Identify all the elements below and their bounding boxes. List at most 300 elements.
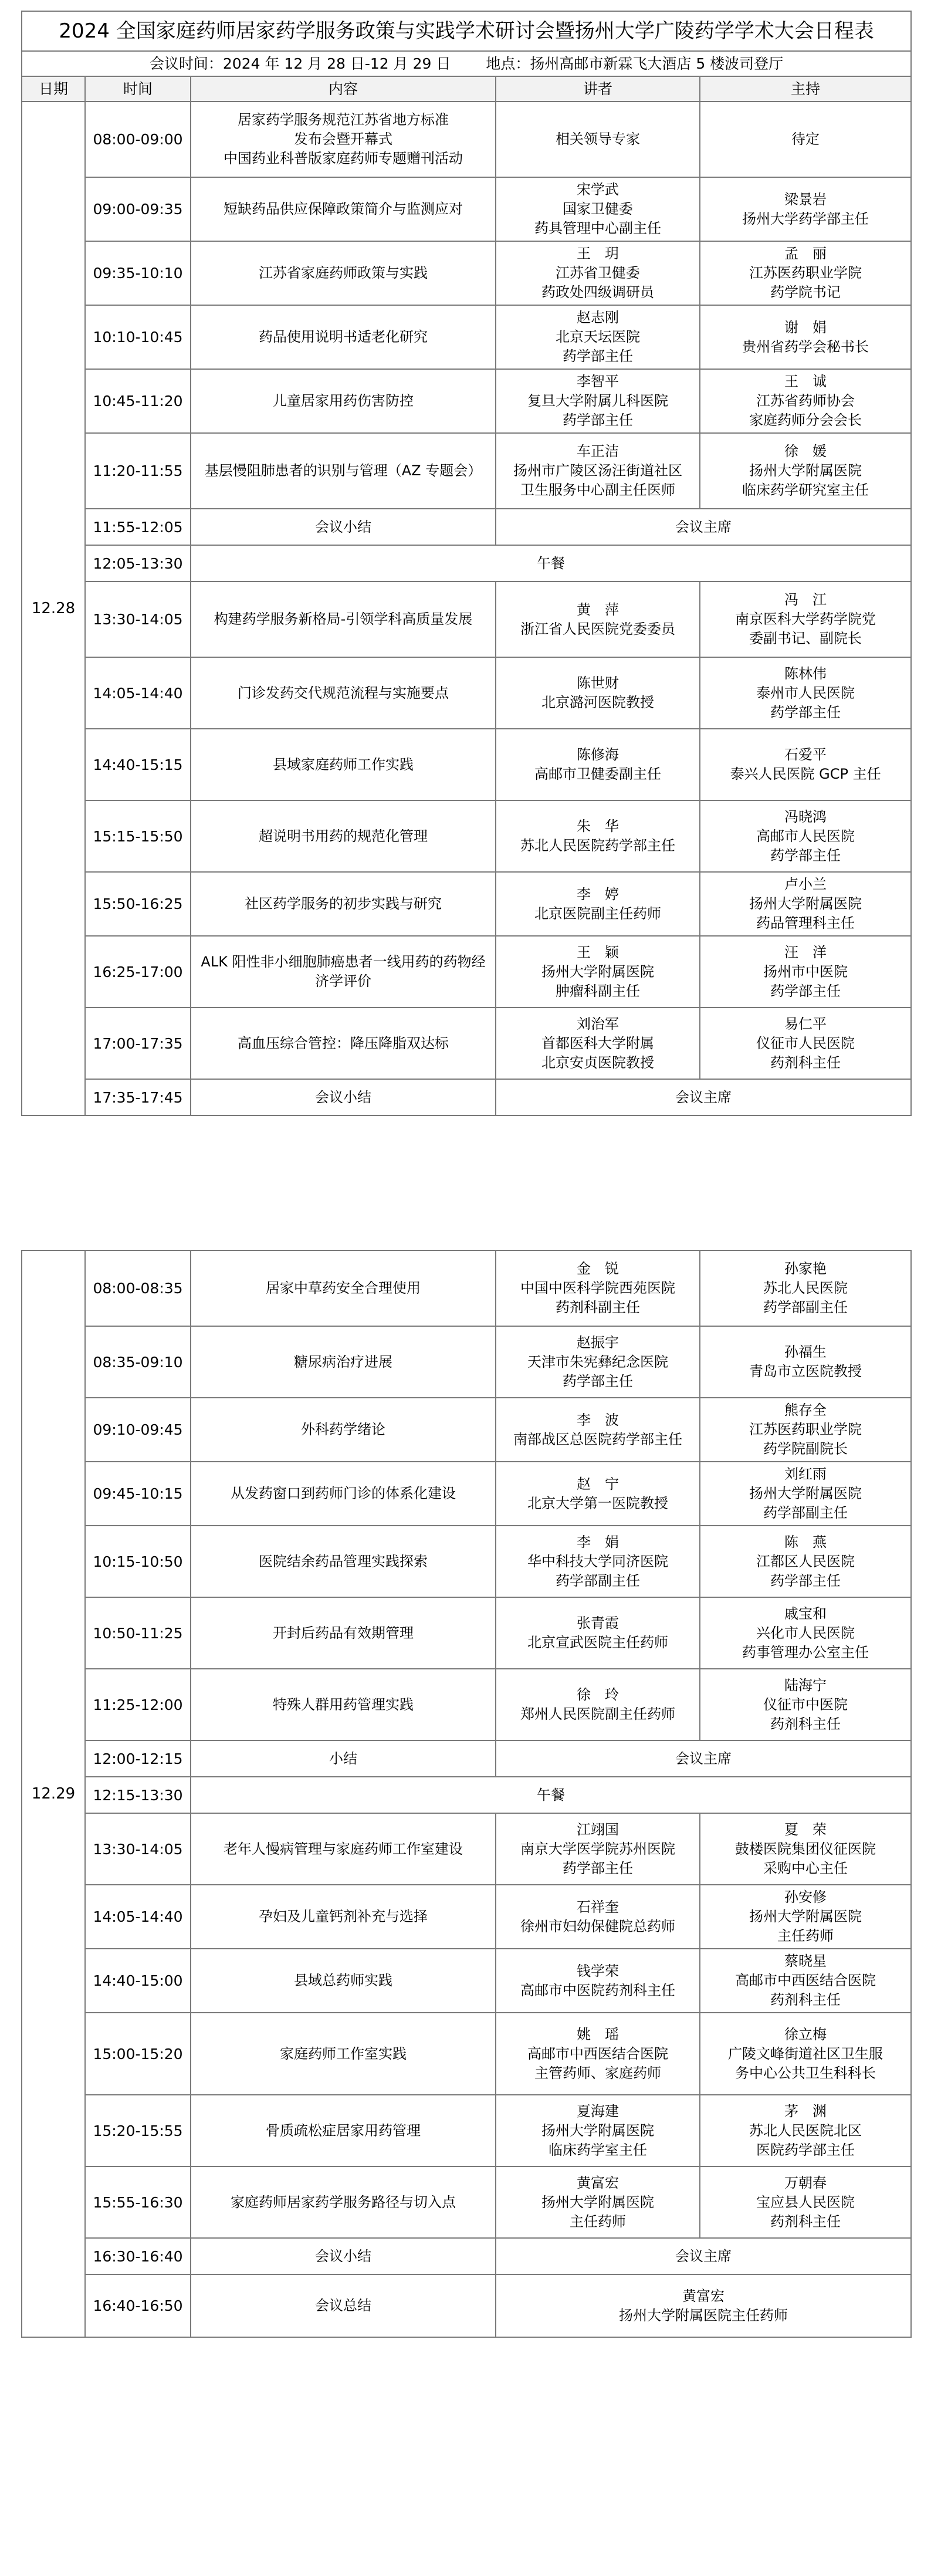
time-cell: 10:45-11:20 [85, 369, 191, 433]
time-cell: 08:35-09:10 [85, 1326, 191, 1398]
host-cell-line: 仪征市人民医院 [756, 1035, 855, 1052]
schedule-row [22, 1250, 911, 1326]
speaker-cell-line: 华中科技大学同济医院 [527, 1553, 668, 1570]
host-cell [700, 657, 911, 729]
speaker-cell-line: 北京潞河医院教授 [541, 694, 654, 711]
speaker-cell [496, 2095, 700, 2166]
host-cell [700, 433, 911, 509]
host-cell-line: 务中心公共卫生科科长 [735, 2064, 876, 2081]
time-cell: 09:35-10:10 [85, 241, 191, 305]
speaker-cell-line: 李 波 [577, 1411, 619, 1428]
schedule-row [22, 729, 911, 800]
time-cell: 10:10-10:45 [85, 305, 191, 369]
content-cell: 骨质疏松症居家用药管理 [191, 2095, 496, 2166]
speaker-cell-line: 肿瘤科副主任 [556, 982, 640, 999]
host-cell-line: 徐 媛 [784, 443, 827, 459]
host-cell [700, 729, 911, 800]
schedule-row [22, 2095, 911, 2166]
host-cell [700, 177, 911, 241]
content-cell: 开封后药品有效期管理 [191, 1597, 496, 1669]
time-cell: 16:30-16:40 [85, 2238, 191, 2274]
host-cell: 待定 [700, 102, 911, 177]
time-cell: 15:00-15:20 [85, 2013, 191, 2095]
speaker-cell-line: 钱学荣 [577, 1962, 619, 1979]
host-cell-line: 苏北人民医院 [763, 1280, 848, 1296]
speaker-cell-line: 刘治军 [577, 1015, 619, 1032]
speaker-cell-line: 扬州市广陵区汤汪街道社区 [513, 462, 682, 479]
host-cell-line: 谢 娟 [784, 319, 827, 336]
speaker-cell [496, 1885, 700, 1949]
speaker-cell-line: 姚 瑶 [577, 2026, 619, 2043]
host-cell-line: 药事管理办公室主任 [742, 1644, 869, 1661]
speaker-cell-line: 车正洁 [577, 443, 619, 459]
time-cell: 08:00-08:35 [85, 1250, 191, 1326]
schedule-row [22, 241, 911, 305]
host-cell-line: 扬州大学附属医院 [749, 1908, 862, 1925]
speaker-cell-line: 李 娟 [577, 1533, 619, 1550]
speaker-cell-line: 江翊国 [577, 1821, 619, 1838]
time-cell: 12:05-13:30 [85, 545, 191, 582]
speaker-cell-line: 北京安贞医院教授 [541, 1054, 654, 1071]
schedule-row [22, 2013, 911, 2095]
schedule-row [22, 2274, 911, 2337]
speaker-cell-line: 北京大学第一医院教授 [527, 1495, 668, 1512]
host-cell-line: 药品管理科主任 [756, 915, 855, 931]
speaker-cell [496, 800, 700, 872]
speaker-cell [496, 657, 700, 729]
speaker-cell [496, 1398, 700, 1462]
content-cell-line: 发布会暨开幕式 [294, 131, 392, 147]
host-cell-line: 刘红雨 [784, 1466, 827, 1482]
speaker-cell [496, 1669, 700, 1740]
host-cell-line: 采购中心主任 [763, 1860, 848, 1877]
host-cell-line: 王 诚 [784, 373, 827, 390]
content-cell: 超说明书用药的规范化管理 [191, 800, 496, 872]
host-cell-line: 汪 洋 [784, 944, 827, 961]
content-cell: 家庭药师工作室实践 [191, 2013, 496, 2095]
speaker-cell: 会议主席 [496, 509, 911, 545]
time-cell: 17:35-17:45 [85, 1079, 191, 1115]
host-cell-line: 梁景岩 [784, 191, 827, 208]
schedule-row [22, 1079, 911, 1115]
schedule-row [22, 545, 911, 582]
host-cell-line: 兴化市人民医院 [756, 1624, 855, 1641]
col-content: 内容 [191, 76, 496, 102]
content-cell: 社区药学服务的初步实践与研究 [191, 872, 496, 936]
speaker-cell: 会议主席 [496, 2238, 911, 2274]
schedule-row [22, 1813, 911, 1885]
schedule-row [22, 2166, 911, 2238]
host-cell [700, 1597, 911, 1669]
date-cell: 12.29 [22, 1250, 85, 2337]
schedule-row [22, 177, 911, 241]
host-cell [700, 1949, 911, 2013]
content-cell: 家庭药师居家药学服务路径与切入点 [191, 2166, 496, 2238]
schedule-row [22, 102, 911, 177]
speaker-cell-line: 苏北人民医院药学部主任 [520, 837, 675, 854]
host-cell-line: 扬州大学附属医院 [749, 1485, 862, 1502]
speaker-cell-line: 李 婷 [577, 885, 619, 902]
content-cell: 县域总药师实践 [191, 1949, 496, 2013]
speaker-cell: 会议主席 [496, 1740, 911, 1777]
schedule-row [22, 872, 911, 936]
speaker-cell-line: 高邮市中医院药剂科主任 [520, 1982, 675, 1999]
speaker-cell [496, 433, 700, 509]
host-cell [700, 1813, 911, 1885]
content-cell [191, 102, 496, 177]
host-cell-line: 苏北人民医院北区 [749, 2122, 862, 2139]
time-cell: 15:15-15:50 [85, 800, 191, 872]
host-cell [700, 2095, 911, 2166]
host-cell-line: 陈林伟 [784, 665, 827, 682]
time-cell: 14:05-14:40 [85, 1885, 191, 1949]
host-cell [700, 1462, 911, 1526]
page-gap [0, 1222, 931, 1245]
time-cell: 14:40-15:15 [85, 729, 191, 800]
host-cell [700, 1398, 911, 1462]
host-cell-line: 药剂科主任 [770, 1054, 841, 1071]
host-cell-line: 药学部副主任 [763, 1299, 848, 1316]
host-cell-line: 药学部副主任 [763, 1505, 848, 1521]
host-cell [700, 1526, 911, 1597]
schedule-row [22, 1326, 911, 1398]
speaker-cell [496, 1462, 700, 1526]
col-time: 时间 [85, 76, 191, 102]
content-cell: 医院结余药品管理实践探索 [191, 1526, 496, 1597]
content-cell: 药品使用说明书适老化研究 [191, 305, 496, 369]
host-cell-line: 冯 江 [784, 591, 827, 608]
host-cell-line: 家庭药师分会会长 [749, 412, 862, 428]
content-cell: 短缺药品供应保障政策简介与监测应对 [191, 177, 496, 241]
host-cell-line: 药学部主任 [770, 847, 841, 864]
schedule-table-day1 [21, 11, 912, 1116]
content-cell: 老年人慢病管理与家庭药师工作室建设 [191, 1813, 496, 1885]
speaker-cell-line: 药学部主任 [563, 1372, 633, 1390]
page-title: 2024 全国家庭药师居家药学服务政策与实践学术研讨会暨扬州大学广陵药学学术大会日程表 [22, 11, 911, 51]
schedule-row [22, 1777, 911, 1813]
speaker-cell-line: 徐 玲 [577, 1686, 619, 1703]
time-cell: 13:30-14:05 [85, 1813, 191, 1885]
speaker-cell-line: 赵志刚 [577, 309, 619, 326]
content-cell: 县域家庭药师工作实践 [191, 729, 496, 800]
meeting-info [22, 51, 911, 76]
host-cell-line: 冯晓鸿 [784, 808, 827, 825]
schedule-row [22, 582, 911, 657]
speaker-cell [496, 305, 700, 369]
time-cell: 09:45-10:15 [85, 1462, 191, 1526]
content-cell: 高血压综合管控：降压降脂双达标 [191, 1008, 496, 1079]
speaker-cell-line: 朱 华 [577, 818, 619, 834]
time-cell: 17:00-17:35 [85, 1008, 191, 1079]
host-cell [700, 1885, 911, 1949]
speaker-cell-line: 黄富宏 [577, 2174, 619, 2191]
host-cell-line: 药剂科主任 [770, 1992, 841, 2008]
speaker-cell-line: 首都医科大学附属 [541, 1035, 654, 1052]
host-cell-line: 青岛市立医院教授 [749, 1363, 862, 1380]
host-cell-line: 陈 燕 [784, 1533, 827, 1550]
speaker-cell-line: 主管药师、家庭药师 [534, 2064, 661, 2081]
time-cell: 16:40-16:50 [85, 2274, 191, 2337]
content-cell: 会议小结 [191, 1079, 496, 1115]
speaker-cell [496, 872, 700, 936]
speaker-cell: 相关领导专家 [496, 102, 700, 177]
host-cell-line: 江都区人民医院 [756, 1553, 855, 1570]
speaker-cell-line: 陈世财 [577, 675, 619, 691]
col-date: 日期 [22, 76, 85, 102]
speaker-cell-line: 张青霞 [577, 1615, 619, 1631]
time-cell: 14:05-14:40 [85, 657, 191, 729]
host-cell [700, 1008, 911, 1079]
host-cell-line: 陆海宁 [784, 1676, 827, 1693]
speaker-cell-line: 郑州人民医院副主任药师 [520, 1706, 675, 1722]
content-cell: 居家中草药安全合理使用 [191, 1250, 496, 1326]
host-cell-line: 孟 丽 [784, 245, 827, 262]
host-cell-line: 高邮市中西医结合医院 [735, 1972, 876, 1989]
host-cell-line: 药学部主任 [770, 704, 841, 721]
time-cell: 12:15-13:30 [85, 1777, 191, 1813]
host-cell [700, 305, 911, 369]
time-cell: 15:20-15:55 [85, 2095, 191, 2166]
host-cell [700, 369, 911, 433]
speaker-cell-line: 扬州大学附属医院主任药师 [619, 2307, 788, 2324]
host-cell-line: 医院药学部主任 [756, 2141, 855, 2158]
time-cell: 08:00-09:00 [85, 102, 191, 177]
schedule-row [22, 369, 911, 433]
speaker-cell-line: 王 玥 [577, 245, 619, 262]
speaker-cell-line: 卫生服务中心副主任医师 [520, 482, 675, 498]
speaker-cell-line: 北京宣武医院主任药师 [527, 1634, 668, 1651]
host-cell-line: 泰州市人民医院 [756, 684, 855, 701]
speaker-cell-line: 国家卫健委 [563, 201, 633, 217]
time-cell: 10:15-10:50 [85, 1526, 191, 1597]
schedule-row [22, 1008, 911, 1079]
host-cell-line: 药剂科主任 [770, 1715, 841, 1732]
speaker-cell-line: 黄富宏 [682, 2287, 725, 2304]
schedule-row [22, 1885, 911, 1949]
host-cell-line: 仪征市中医院 [763, 1696, 848, 1713]
speaker-cell-line: 药学部主任 [563, 412, 633, 428]
speaker-cell-line: 北京天坛医院 [556, 329, 640, 345]
schedule-row [22, 1526, 911, 1597]
time-cell: 15:55-16:30 [85, 2166, 191, 2238]
host-cell-line: 扬州市中医院 [763, 963, 848, 980]
content-cell: 儿童居家用药伤害防控 [191, 369, 496, 433]
host-cell-line: 江苏医药职业学院 [749, 1421, 862, 1438]
schedule-row [22, 305, 911, 369]
speaker-cell [496, 2013, 700, 2095]
time-cell: 09:00-09:35 [85, 177, 191, 241]
speaker-cell [496, 1008, 700, 1079]
host-cell-line: 石爱平 [784, 746, 827, 763]
host-cell-line: 易仁平 [784, 1015, 827, 1032]
time-cell: 11:55-12:05 [85, 509, 191, 545]
host-cell-line: 广陵文峰街道社区卫生服 [728, 2045, 883, 2062]
speaker-cell-line: 夏海建 [577, 2102, 619, 2119]
host-cell-line: 卢小兰 [784, 876, 827, 893]
host-cell-line: 江苏医药职业学院 [749, 265, 862, 281]
host-cell-line: 茅 渊 [784, 2102, 827, 2119]
content-cell: ALK 阳性非小细胞肺癌患者一线用药的药物经济学评价 [191, 936, 496, 1008]
speaker-cell [496, 2166, 700, 2238]
host-cell [700, 872, 911, 936]
speaker-cell [496, 1326, 700, 1398]
speaker-cell-line: 江苏省卫健委 [556, 265, 640, 281]
content-cell: 会议小结 [191, 2238, 496, 2274]
speaker-cell [496, 1597, 700, 1669]
speaker-cell-line: 赵 宁 [577, 1475, 619, 1492]
time-cell: 12:00-12:15 [85, 1740, 191, 1777]
speaker-cell [496, 1250, 700, 1326]
speaker-cell-line: 临床药学室主任 [549, 2141, 647, 2158]
speaker-cell-line: 药学部主任 [563, 348, 633, 364]
host-cell-line: 药学部主任 [770, 982, 841, 999]
speaker-cell-line: 复旦大学附属儿科医院 [527, 393, 668, 409]
date-cell: 12.28 [22, 102, 85, 1115]
host-cell-line: 药学部主任 [770, 1572, 841, 1589]
host-cell-line: 宝应县人民医院 [756, 2193, 855, 2210]
schedule-row [22, 1398, 911, 1462]
host-cell-line: 扬州大学附属医院 [749, 462, 862, 479]
host-cell [700, 1669, 911, 1740]
schedule-row [22, 1597, 911, 1669]
speaker-cell [496, 1526, 700, 1597]
host-cell-line: 扬州大学附属医院 [749, 895, 862, 912]
speaker-cell [496, 729, 700, 800]
content-cell-line: 居家药学服务规范江苏省地方标准 [238, 111, 449, 128]
host-cell-line: 高邮市人民医院 [756, 827, 855, 844]
host-cell [700, 241, 911, 305]
content-cell: 会议小结 [191, 509, 496, 545]
host-cell-line: 江苏省药师协会 [756, 393, 855, 409]
column-header-row [22, 76, 911, 102]
host-cell-line: 熊存全 [784, 1402, 827, 1418]
speaker-cell-line: 天津市朱宪彝纪念医院 [527, 1353, 668, 1370]
time-cell: 09:10-09:45 [85, 1398, 191, 1462]
schedule-row [22, 1669, 911, 1740]
host-cell-line: 万朝春 [784, 2174, 827, 2191]
host-cell [700, 1326, 911, 1398]
content-cell-line: 中国药业科普版家庭药师专题赠刊活动 [224, 150, 463, 167]
content-cell: 基层慢阻肺患者的识别与管理（AZ 专题会） [191, 433, 496, 509]
content-cell: 特殊人群用药管理实践 [191, 1669, 496, 1740]
host-cell [700, 582, 911, 657]
schedule-row [22, 936, 911, 1008]
speaker-cell-line: 南部战区总医院药学部主任 [513, 1431, 682, 1448]
speaker-cell-line: 金 锐 [577, 1260, 619, 1277]
speaker-cell-line: 药学部副主任 [556, 1572, 640, 1589]
meeting-place: 地点：扬州高邮市新霖飞大酒店 5 楼波司登厅 [486, 55, 784, 72]
host-cell-line: 药学院副院长 [763, 1441, 848, 1457]
content-cell: 江苏省家庭药师政策与实践 [191, 241, 496, 305]
speaker-cell-line: 中国中医科学院西苑医院 [520, 1280, 675, 1296]
host-cell-line: 临床药学研究室主任 [742, 482, 869, 498]
speaker-cell-line: 宋学武 [577, 181, 619, 198]
speaker-cell-line: 扬州大学附属医院 [541, 2193, 654, 2210]
time-cell: 14:40-15:00 [85, 1949, 191, 2013]
host-cell-line: 扬州大学药学部主任 [742, 210, 869, 227]
host-cell-line: 孙福生 [784, 1344, 827, 1360]
speaker-cell [496, 936, 700, 1008]
col-host: 主持 [700, 76, 911, 102]
speaker-cell-line: 扬州大学附属医院 [541, 963, 654, 980]
speaker-cell-line: 药政处四级调研员 [541, 284, 654, 300]
content-cell: 构建药学服务新格局-引领学科高质量发展 [191, 582, 496, 657]
speaker-cell-line: 北京医院副主任药师 [534, 905, 661, 922]
speaker-cell-line: 主任药师 [570, 2213, 626, 2230]
speaker-cell-line: 药具管理中心副主任 [534, 220, 661, 236]
speaker-cell-line: 李智平 [577, 373, 619, 390]
speaker-cell [496, 582, 700, 657]
content-cell: 小结 [191, 1740, 496, 1777]
speaker-cell-line: 扬州大学附属医院 [541, 2122, 654, 2139]
time-cell: 10:50-11:25 [85, 1597, 191, 1669]
schedule-row [22, 1740, 911, 1777]
host-cell-line: 主任药师 [777, 1928, 834, 1944]
speaker-cell [496, 241, 700, 305]
schedule-row [22, 1462, 911, 1526]
speaker-cell [496, 369, 700, 433]
schedule-row [22, 2238, 911, 2274]
speaker-cell-line: 石祥奎 [577, 1898, 619, 1915]
speaker-cell [496, 2274, 911, 2337]
host-cell-line: 孙家艳 [784, 1260, 827, 1277]
time-cell: 11:20-11:55 [85, 433, 191, 509]
speaker-cell: 会议主席 [496, 1079, 911, 1115]
host-cell [700, 936, 911, 1008]
time-cell: 11:25-12:00 [85, 1669, 191, 1740]
schedule-row [22, 509, 911, 545]
schedule-row [22, 657, 911, 729]
host-cell-line: 戚宝和 [784, 1605, 827, 1622]
schedule-row [22, 800, 911, 872]
host-cell-line: 委副书记、副院长 [749, 630, 862, 647]
host-cell [700, 2166, 911, 2238]
speaker-cell [496, 177, 700, 241]
speaker-cell-line: 高邮市中西医结合医院 [527, 2045, 668, 2062]
schedule-row [22, 1949, 911, 2013]
time-cell: 13:30-14:05 [85, 582, 191, 657]
time-cell: 15:50-16:25 [85, 872, 191, 936]
lunch-cell: 午餐 [191, 545, 911, 582]
speaker-cell [496, 1813, 700, 1885]
meeting-time: 会议时间：2024 年 12 月 28 日-12 月 29 日 [149, 55, 451, 72]
host-cell [700, 800, 911, 872]
content-cell: 门诊发药交代规范流程与实施要点 [191, 657, 496, 729]
speaker-cell-line: 徐州市妇幼保健院总药师 [520, 1918, 675, 1935]
host-cell-line: 贵州省药学会秘书长 [742, 338, 869, 355]
schedule-row [22, 433, 911, 509]
speaker-cell-line: 药学部主任 [563, 1860, 633, 1877]
host-cell [700, 2013, 911, 2095]
speaker-cell-line: 赵振宇 [577, 1334, 619, 1351]
host-cell-line: 药剂科主任 [770, 2213, 841, 2230]
content-cell: 会议总结 [191, 2274, 496, 2337]
host-cell-line: 药学院书记 [770, 284, 841, 300]
content-cell: 外科药学绪论 [191, 1398, 496, 1462]
speaker-cell-line: 高邮市卫健委副主任 [534, 766, 661, 782]
speaker-cell [496, 1949, 700, 2013]
host-cell-line: 鼓楼医院集团仪征医院 [735, 1840, 876, 1857]
speaker-cell-line: 黄 萍 [577, 601, 619, 618]
speaker-cell-line: 陈修海 [577, 746, 619, 763]
host-cell [700, 1250, 911, 1326]
host-cell-line: 夏 荣 [784, 1821, 827, 1838]
content-cell: 从发药窗口到药师门诊的体系化建设 [191, 1462, 496, 1526]
lunch-cell: 午餐 [191, 1777, 911, 1813]
speaker-cell-line: 药剂科副主任 [556, 1299, 640, 1316]
host-cell-line: 徐立梅 [784, 2026, 827, 2043]
host-cell-line: 南京医科大学药学院党 [735, 611, 876, 627]
